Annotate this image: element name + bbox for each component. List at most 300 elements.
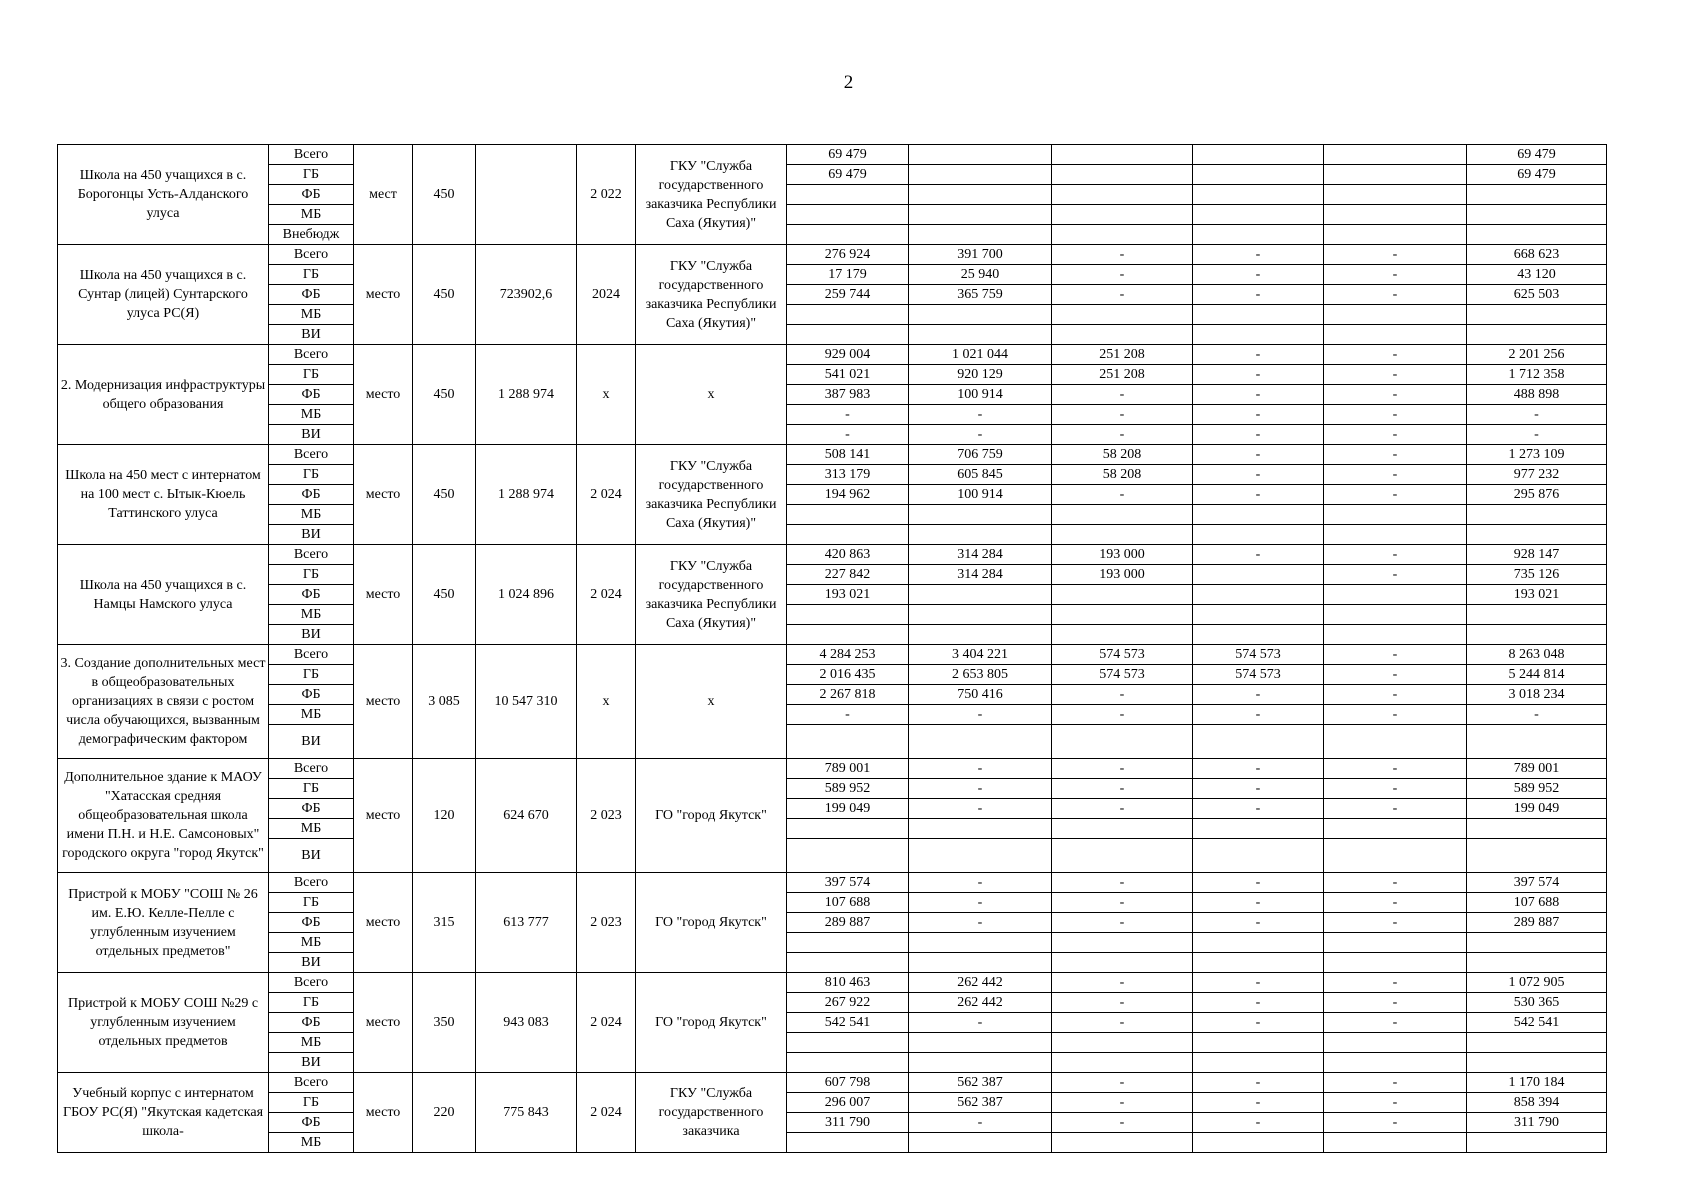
funding-source-label: ВИ — [269, 625, 354, 645]
unit-cell: место — [354, 759, 413, 873]
object-name-cell: 2. Модернизация инфраструктуры общего образования — [58, 345, 269, 445]
year-value-cell — [1324, 933, 1467, 953]
funding-source-label: Всего — [269, 345, 354, 365]
year-value-cell: - — [1324, 345, 1467, 365]
funding-source-label: ФБ — [269, 913, 354, 933]
customer-cell: х — [636, 345, 787, 445]
total-value-cell: - — [1467, 425, 1607, 445]
year-value-cell: 193 000 — [1052, 565, 1193, 585]
object-name-cell: Пристрой к МОБУ "СОШ № 26 им. Е.Ю. Келле-Пелле с углубленным изучением отдельных предметов" — [58, 873, 269, 973]
year-value-cell — [1193, 305, 1324, 325]
year-value-cell — [1052, 953, 1193, 973]
total-value-cell: 928 147 — [1467, 545, 1607, 565]
year-value-cell: 508 141 — [787, 445, 909, 465]
funding-source-label: ГБ — [269, 365, 354, 385]
total-value-cell — [1467, 325, 1607, 345]
year-value-cell — [909, 1133, 1052, 1153]
year-value-cell: - — [1324, 425, 1467, 445]
unit-cell: место — [354, 973, 413, 1073]
year-value-cell — [909, 505, 1052, 525]
year-value-cell: 574 573 — [1193, 645, 1324, 665]
year-value-cell — [1193, 505, 1324, 525]
year-value-cell — [909, 525, 1052, 545]
year-value-cell: - — [1052, 425, 1193, 445]
year-value-cell — [1324, 145, 1467, 165]
year-value-cell — [1052, 505, 1193, 525]
year-value-cell: 574 573 — [1052, 645, 1193, 665]
year-value-cell: - — [909, 759, 1052, 779]
year-value-cell: 2 267 818 — [787, 685, 909, 705]
year-value-cell: 100 914 — [909, 385, 1052, 405]
year-value-cell: - — [1193, 1013, 1324, 1033]
year-value-cell — [1193, 1033, 1324, 1053]
year-value-cell: - — [1052, 873, 1193, 893]
year-value-cell — [909, 625, 1052, 645]
year-value-cell: 420 863 — [787, 545, 909, 565]
year-value-cell: 69 479 — [787, 165, 909, 185]
table-row — [58, 1033, 1607, 1053]
table-row — [58, 245, 1607, 265]
table-row — [58, 913, 1607, 933]
year-value-cell — [1052, 145, 1193, 165]
year-value-cell: 365 759 — [909, 285, 1052, 305]
total-value-cell: 1 273 109 — [1467, 445, 1607, 465]
year-value-cell — [1324, 839, 1467, 873]
funding-source-label: Внебюдж — [269, 225, 354, 245]
total-value-cell: 43 120 — [1467, 265, 1607, 285]
year-value-cell: - — [1052, 973, 1193, 993]
year-value-cell — [787, 953, 909, 973]
funding-source-label: ГБ — [269, 993, 354, 1013]
year-value-cell — [1052, 819, 1193, 839]
year-value-cell — [1193, 205, 1324, 225]
year-value-cell: 296 007 — [787, 1093, 909, 1113]
table-row — [58, 819, 1607, 839]
total-value-cell — [1467, 819, 1607, 839]
year-value-cell: - — [1052, 245, 1193, 265]
total-value-cell: 977 232 — [1467, 465, 1607, 485]
unit-cell: место — [354, 1073, 413, 1153]
year-value-cell — [1193, 1133, 1324, 1153]
funding-source-label: ГБ — [269, 665, 354, 685]
year-value-cell: - — [1193, 893, 1324, 913]
year-value-cell — [1324, 625, 1467, 645]
cost-cell: 943 083 — [476, 973, 577, 1073]
funding-source-label: МБ — [269, 205, 354, 225]
funding-source-label: ВИ — [269, 325, 354, 345]
year-value-cell — [1193, 585, 1324, 605]
total-value-cell — [1467, 725, 1607, 759]
year-value-cell: - — [1193, 245, 1324, 265]
year-value-cell — [1052, 585, 1193, 605]
table-row — [58, 1093, 1607, 1113]
year-value-cell: 1 021 044 — [909, 345, 1052, 365]
total-value-cell: 199 049 — [1467, 799, 1607, 819]
year-value-cell: - — [1052, 485, 1193, 505]
table-row — [58, 1073, 1607, 1093]
capacity-cell: 450 — [413, 145, 476, 245]
year-value-cell — [787, 625, 909, 645]
object-name-cell: Пристрой к МОБУ СОШ №29 с углубленным изучением отдельных предметов — [58, 973, 269, 1073]
object-name-cell: Дополнительное здание к МАОУ "Хатасская средняя общеобразовательная школа имени П.Н. и Н.Е. Самсоновых" городского округа "город Якутск" — [58, 759, 269, 873]
year-value-cell: - — [1052, 685, 1193, 705]
year-value-cell: - — [1324, 465, 1467, 485]
year-value-cell — [1324, 605, 1467, 625]
year-value-cell: 193 021 — [787, 585, 909, 605]
table-row — [58, 285, 1607, 305]
total-value-cell: 397 574 — [1467, 873, 1607, 893]
year-value-cell — [787, 525, 909, 545]
customer-cell: ГО "город Якутск" — [636, 759, 787, 873]
funding-source-label: ФБ — [269, 1013, 354, 1033]
year-value-cell: 789 001 — [787, 759, 909, 779]
year-value-cell: 3 404 221 — [909, 645, 1052, 665]
year-value-cell: - — [1193, 993, 1324, 1013]
table-row — [58, 425, 1607, 445]
funding-source-label: ФБ — [269, 1113, 354, 1133]
year-value-cell: - — [1324, 245, 1467, 265]
year-value-cell — [1193, 625, 1324, 645]
year-value-cell — [1052, 1133, 1193, 1153]
year-value-cell: - — [1324, 993, 1467, 1013]
year-value-cell — [787, 1033, 909, 1053]
year-value-cell: 25 940 — [909, 265, 1052, 285]
total-value-cell — [1467, 305, 1607, 325]
table-row — [58, 525, 1607, 545]
funding-source-label: Всего — [269, 245, 354, 265]
total-value-cell: 107 688 — [1467, 893, 1607, 913]
year-value-cell — [1324, 505, 1467, 525]
total-value-cell: 5 244 814 — [1467, 665, 1607, 685]
table-row — [58, 265, 1607, 285]
funding-source-label: Всего — [269, 759, 354, 779]
year-value-cell — [787, 225, 909, 245]
table-row — [58, 759, 1607, 779]
table-row — [58, 305, 1607, 325]
year-cell: х — [577, 645, 636, 759]
table-row — [58, 485, 1607, 505]
total-value-cell: - — [1467, 405, 1607, 425]
funding-source-label: Всего — [269, 545, 354, 565]
year-value-cell: 194 962 — [787, 485, 909, 505]
customer-cell: ГКУ "Служба государственного заказчика Республики Саха (Якутия)" — [636, 145, 787, 245]
year-value-cell: - — [909, 705, 1052, 725]
object-name-cell: Школа на 450 учащихся в с. Намцы Намского улуса — [58, 545, 269, 645]
cost-cell: 624 670 — [476, 759, 577, 873]
year-value-cell — [1193, 933, 1324, 953]
year-value-cell: 314 284 — [909, 545, 1052, 565]
total-value-cell — [1467, 1133, 1607, 1153]
table-row — [58, 145, 1607, 165]
table-row — [58, 465, 1607, 485]
funding-source-label: ВИ — [269, 1053, 354, 1073]
year-value-cell — [1052, 325, 1193, 345]
year-value-cell: - — [909, 893, 1052, 913]
year-value-cell: - — [1193, 265, 1324, 285]
year-value-cell — [909, 1053, 1052, 1073]
funding-source-label: ФБ — [269, 585, 354, 605]
year-value-cell: - — [909, 873, 1052, 893]
year-value-cell: 17 179 — [787, 265, 909, 285]
total-value-cell: 193 021 — [1467, 585, 1607, 605]
year-value-cell: - — [1193, 1073, 1324, 1093]
total-value-cell — [1467, 1053, 1607, 1073]
year-value-cell: - — [1324, 485, 1467, 505]
year-value-cell: - — [1052, 759, 1193, 779]
year-value-cell: - — [1324, 265, 1467, 285]
year-value-cell: - — [1324, 665, 1467, 685]
year-value-cell — [787, 725, 909, 759]
year-value-cell: - — [1324, 685, 1467, 705]
total-value-cell — [1467, 953, 1607, 973]
table-row — [58, 725, 1607, 759]
year-value-cell — [787, 325, 909, 345]
year-value-cell: - — [1324, 779, 1467, 799]
year-value-cell: - — [1193, 1093, 1324, 1113]
cost-cell: 1 024 896 — [476, 545, 577, 645]
year-value-cell: 562 387 — [909, 1073, 1052, 1093]
funding-source-label: ГБ — [269, 265, 354, 285]
year-value-cell — [1052, 525, 1193, 545]
capacity-cell: 120 — [413, 759, 476, 873]
year-value-cell: 267 922 — [787, 993, 909, 1013]
table-row — [58, 345, 1607, 365]
year-value-cell: 107 688 — [787, 893, 909, 913]
year-value-cell — [909, 165, 1052, 185]
page-number: 2 — [843, 72, 854, 93]
funding-source-label: ФБ — [269, 385, 354, 405]
year-value-cell: - — [1324, 645, 1467, 665]
year-value-cell: 750 416 — [909, 685, 1052, 705]
capacity-cell: 315 — [413, 873, 476, 973]
table-row — [58, 893, 1607, 913]
funding-source-label: МБ — [269, 405, 354, 425]
object-name-cell: 3. Создание дополнительных мест в общеобразовательных организациях в связи с ростом числа обучающихся, вызванным демографическим фактором — [58, 645, 269, 759]
year-value-cell — [909, 205, 1052, 225]
customer-cell: ГКУ "Служба государственного заказчика Республики Саха (Якутия)" — [636, 445, 787, 545]
year-value-cell: - — [787, 425, 909, 445]
total-value-cell — [1467, 933, 1607, 953]
table-row — [58, 973, 1607, 993]
year-value-cell: - — [1052, 1093, 1193, 1113]
total-value-cell: 295 876 — [1467, 485, 1607, 505]
cost-cell: 723902,6 — [476, 245, 577, 345]
year-value-cell: 541 021 — [787, 365, 909, 385]
funding-source-label: ГБ — [269, 165, 354, 185]
year-value-cell — [1324, 165, 1467, 185]
year-value-cell — [909, 185, 1052, 205]
year-value-cell: - — [1193, 385, 1324, 405]
year-value-cell — [1324, 525, 1467, 545]
year-value-cell — [787, 305, 909, 325]
year-cell: 2 022 — [577, 145, 636, 245]
table-row — [58, 645, 1607, 665]
year-value-cell: - — [1324, 365, 1467, 385]
total-value-cell: - — [1467, 705, 1607, 725]
year-value-cell: 4 284 253 — [787, 645, 909, 665]
funding-source-label: ФБ — [269, 185, 354, 205]
year-value-cell — [1193, 839, 1324, 873]
year-cell: 2 024 — [577, 545, 636, 645]
year-value-cell — [1193, 605, 1324, 625]
year-value-cell — [1193, 819, 1324, 839]
total-value-cell: 668 623 — [1467, 245, 1607, 265]
year-value-cell: - — [1052, 913, 1193, 933]
funding-source-label: ГБ — [269, 565, 354, 585]
customer-cell: ГКУ "Служба государственного заказчика — [636, 1073, 787, 1153]
year-value-cell: 2 653 805 — [909, 665, 1052, 685]
year-value-cell — [1193, 565, 1324, 585]
year-value-cell: - — [1052, 799, 1193, 819]
year-value-cell: 562 387 — [909, 1093, 1052, 1113]
funding-source-label: ГБ — [269, 893, 354, 913]
year-value-cell — [787, 933, 909, 953]
year-value-cell — [1193, 525, 1324, 545]
total-value-cell: 625 503 — [1467, 285, 1607, 305]
table-row — [58, 185, 1607, 205]
year-value-cell: - — [1193, 759, 1324, 779]
funding-source-label: Всего — [269, 1073, 354, 1093]
year-value-cell: - — [1193, 1113, 1324, 1133]
total-value-cell — [1467, 625, 1607, 645]
table-row — [58, 705, 1607, 725]
year-value-cell: - — [1193, 685, 1324, 705]
customer-cell: ГКУ "Служба государственного заказчика Республики Саха (Якутия)" — [636, 545, 787, 645]
year-value-cell: - — [1193, 973, 1324, 993]
year-value-cell — [1193, 725, 1324, 759]
total-value-cell: 530 365 — [1467, 993, 1607, 1013]
funding-source-label: ФБ — [269, 485, 354, 505]
year-value-cell: 262 442 — [909, 993, 1052, 1013]
year-value-cell: 193 000 — [1052, 545, 1193, 565]
table-row — [58, 953, 1607, 973]
total-value-cell — [1467, 525, 1607, 545]
year-value-cell: 69 479 — [787, 145, 909, 165]
year-value-cell: - — [1052, 779, 1193, 799]
unit-cell: место — [354, 873, 413, 973]
funding-source-label: ГБ — [269, 779, 354, 799]
cost-cell: 10 547 310 — [476, 645, 577, 759]
year-value-cell — [909, 953, 1052, 973]
total-value-cell — [1467, 1033, 1607, 1053]
unit-cell: место — [354, 545, 413, 645]
year-value-cell — [1052, 1033, 1193, 1053]
funding-source-label: МБ — [269, 1033, 354, 1053]
unit-cell: место — [354, 245, 413, 345]
year-value-cell — [787, 839, 909, 873]
year-cell: х — [577, 345, 636, 445]
year-value-cell: 276 924 — [787, 245, 909, 265]
year-value-cell — [787, 1133, 909, 1153]
total-value-cell: 311 790 — [1467, 1113, 1607, 1133]
year-value-cell: - — [1324, 799, 1467, 819]
year-value-cell: - — [1193, 285, 1324, 305]
table-row — [58, 665, 1607, 685]
funding-source-label: МБ — [269, 933, 354, 953]
year-cell: 2 023 — [577, 759, 636, 873]
year-value-cell — [909, 725, 1052, 759]
funding-source-label: ВИ — [269, 725, 354, 759]
cost-cell: 613 777 — [476, 873, 577, 973]
total-value-cell — [1467, 225, 1607, 245]
table-row — [58, 993, 1607, 1013]
year-value-cell: 251 208 — [1052, 345, 1193, 365]
year-value-cell — [1324, 585, 1467, 605]
capacity-cell: 450 — [413, 345, 476, 445]
total-value-cell: 1 072 905 — [1467, 973, 1607, 993]
total-value-cell: 69 479 — [1467, 145, 1607, 165]
year-value-cell — [1324, 305, 1467, 325]
year-value-cell: - — [909, 425, 1052, 445]
year-value-cell: - — [909, 1113, 1052, 1133]
year-value-cell — [787, 185, 909, 205]
table-row — [58, 165, 1607, 185]
year-value-cell: 100 914 — [909, 485, 1052, 505]
total-value-cell: 1 170 184 — [1467, 1073, 1607, 1093]
year-value-cell — [787, 505, 909, 525]
year-value-cell: 397 574 — [787, 873, 909, 893]
year-value-cell: 706 759 — [909, 445, 1052, 465]
year-value-cell: - — [909, 779, 1052, 799]
year-cell: 2 024 — [577, 445, 636, 545]
year-value-cell: 2 016 435 — [787, 665, 909, 685]
year-value-cell — [909, 145, 1052, 165]
year-value-cell — [787, 605, 909, 625]
funding-source-label: ВИ — [269, 425, 354, 445]
table-row — [58, 385, 1607, 405]
year-value-cell — [1052, 839, 1193, 873]
year-value-cell — [1052, 625, 1193, 645]
funding-source-label: ФБ — [269, 685, 354, 705]
year-value-cell: 391 700 — [909, 245, 1052, 265]
year-value-cell — [909, 605, 1052, 625]
year-value-cell: - — [1193, 779, 1324, 799]
year-value-cell — [1324, 953, 1467, 973]
year-value-cell — [909, 305, 1052, 325]
year-value-cell: - — [1324, 285, 1467, 305]
year-value-cell — [909, 819, 1052, 839]
year-value-cell: - — [1052, 893, 1193, 913]
year-value-cell: - — [1052, 285, 1193, 305]
year-value-cell: - — [787, 405, 909, 425]
total-value-cell: 289 887 — [1467, 913, 1607, 933]
unit-cell: место — [354, 445, 413, 545]
year-value-cell: 262 442 — [909, 973, 1052, 993]
year-value-cell — [1193, 165, 1324, 185]
funding-source-label: Всего — [269, 973, 354, 993]
capacity-cell: 350 — [413, 973, 476, 1073]
year-value-cell: - — [909, 405, 1052, 425]
year-value-cell: - — [1193, 345, 1324, 365]
year-value-cell: - — [1324, 759, 1467, 779]
total-value-cell: 858 394 — [1467, 1093, 1607, 1113]
year-value-cell — [1324, 1033, 1467, 1053]
funding-source-label: МБ — [269, 819, 354, 839]
year-value-cell: - — [787, 705, 909, 725]
funding-source-label: ГБ — [269, 1093, 354, 1113]
year-value-cell — [1324, 185, 1467, 205]
year-value-cell: - — [1324, 973, 1467, 993]
customer-cell: ГО "город Якутск" — [636, 873, 787, 973]
year-value-cell: - — [1052, 405, 1193, 425]
investment-table — [57, 144, 1607, 1153]
year-value-cell: - — [1193, 405, 1324, 425]
total-value-cell: 1 712 358 — [1467, 365, 1607, 385]
funding-source-label: ВИ — [269, 953, 354, 973]
year-value-cell — [1052, 305, 1193, 325]
capacity-cell: 220 — [413, 1073, 476, 1153]
year-value-cell — [909, 1033, 1052, 1053]
